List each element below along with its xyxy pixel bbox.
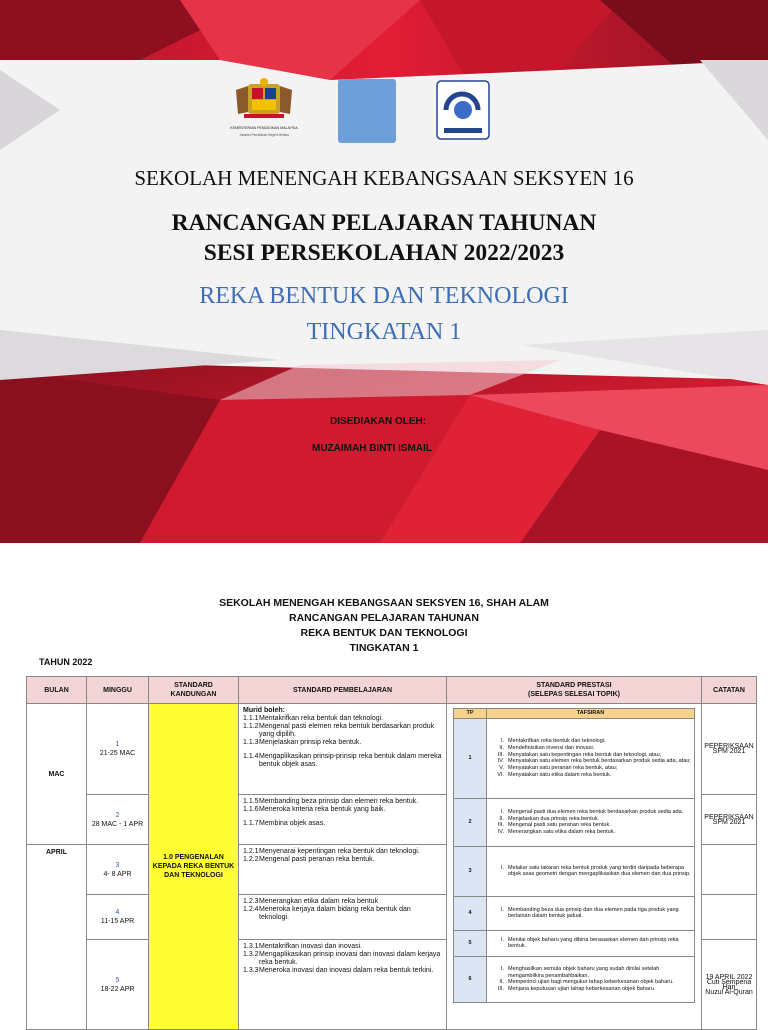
sp-text: Mentakrifkan inovasi dan inovasi. xyxy=(259,943,363,950)
cover-form: TINGKATAN 1 xyxy=(306,319,462,345)
header-catatan: CATATAN xyxy=(702,677,757,704)
sp-item xyxy=(243,798,442,806)
tp-item-text: Menyatakan satu kepentingan reka bentuk dan teknologi, atau; xyxy=(508,751,662,758)
sp-cell-week2 xyxy=(239,795,447,845)
header-standard-prestasi xyxy=(447,677,702,704)
tp-level: 2 xyxy=(454,798,487,846)
cover-title-line1: RANCANGAN PELAJARAN TAHUNAN xyxy=(171,210,597,236)
sp-text: Membina objek asas. xyxy=(259,820,326,827)
tp-item-text: Mengenal pasti satu peranan reka bentuk. xyxy=(508,822,611,829)
sp-code: 1.1.5 xyxy=(243,798,259,805)
tp-item-text: Menyatakan satu elemen reka bentuk berdasarkan produk sedia ada, atau; xyxy=(508,758,691,765)
district-badge-icon xyxy=(436,80,490,140)
table-header-row xyxy=(27,677,757,704)
catatan-cell-week5 xyxy=(702,940,757,1030)
catatan-holiday-line1: Cuti Sempena Hari xyxy=(706,978,752,991)
roman-numeral: I. xyxy=(500,864,504,871)
tp-item-text: Menyatakan satu peranan reka bentuk, atau; xyxy=(508,765,618,772)
week-cell xyxy=(87,795,149,845)
prepared-by-name: MUZAIMAH BINTI ISMAIL xyxy=(312,443,432,454)
sp-item xyxy=(243,753,442,769)
sp-text: Mengenal pasti elemen reka bentuk berdasarkan produk yang dipilih. xyxy=(259,723,435,738)
sp-code: 1.1.1 xyxy=(243,715,259,722)
sp-item xyxy=(243,723,442,739)
month-cell-april: APRIL xyxy=(27,845,87,1030)
tp-row xyxy=(454,718,695,798)
tp-item-text: Menyatakan satu etika dalam reka bentuk. xyxy=(508,771,612,778)
sp-code: 1.2.1 xyxy=(243,848,259,855)
tp-row xyxy=(454,930,695,956)
sp-code: 1.1.2 xyxy=(243,723,259,730)
roman-numeral: V. xyxy=(499,765,504,772)
cover-title-line2: SESI PERSEKOLAHAN 2022/2023 xyxy=(203,240,565,266)
sp-code: 1.3.1 xyxy=(243,943,259,950)
sp-text: Mentakrifkan reka bentuk dan teknologi. xyxy=(259,715,384,722)
week-dates: 11-15 APR xyxy=(100,918,135,925)
sp-lead: Murid boleh: xyxy=(243,707,285,714)
sp-text: Mengaplikasikan prinsip-prinsip reka bentuk dalam mereka bentuk objek asas. xyxy=(259,753,442,768)
roman-numeral: II. xyxy=(499,744,504,751)
standard-kandungan-cell xyxy=(149,704,239,1030)
tp-item-text: Menghasilkan semula objek baharu yang sudah dinilai setelah mengambilkira penambahbaikan. xyxy=(508,965,660,979)
sp-item xyxy=(243,856,442,864)
week-number: 3 xyxy=(115,861,120,869)
cover-school-name: SEKOLAH MENENGAH KEBANGSAAN SEKSYEN 16 xyxy=(134,166,634,190)
tp-row xyxy=(454,896,695,930)
table-row xyxy=(27,704,757,795)
tp-description xyxy=(487,896,695,930)
roman-numeral: I. xyxy=(500,808,504,815)
sp-code: 1.1.6 xyxy=(243,806,259,813)
catatan-cell-week1: PEPERIKSAAN SPM 2021 xyxy=(702,704,757,795)
kpm-logo xyxy=(218,78,310,142)
tp-level: 1 xyxy=(454,718,487,798)
roman-numeral: I. xyxy=(500,936,504,943)
catatan-holiday-line2: Nuzul Al-Quran xyxy=(705,988,753,996)
week-cell xyxy=(87,940,149,1030)
tp-level: 3 xyxy=(454,846,487,896)
doc-subject-heading: REKA BENTUK DAN TEKNOLOGI xyxy=(300,627,468,639)
sp-text: Meneroka inovasi dan inovasi dalam reka bentuk terkini. xyxy=(259,967,434,974)
roman-numeral: IV. xyxy=(497,829,504,836)
tp-description xyxy=(487,930,695,956)
sp-cell-week5 xyxy=(239,940,447,1030)
sp-cell-week1 xyxy=(239,704,447,795)
tp-item-text: Mengenal pasti dua elemen reka bentuk berdasarkan produk sedia ada. xyxy=(508,808,684,815)
header-bulan: BULAN xyxy=(27,677,87,704)
sp-text: Membanding beza prinsip dan elemen reka bentuk. xyxy=(259,798,419,805)
sp-item xyxy=(243,739,442,747)
sp-cell-week4 xyxy=(239,895,447,940)
sp-text: Mengenal pasti peranan reka bentuk. xyxy=(259,856,375,863)
sp-item xyxy=(243,820,442,828)
doc-plan-heading: RANCANGAN PELAJARAN TAHUNAN xyxy=(289,612,479,624)
kpm-caption: KEMENTERIAN PENDIDIKAN MALAYSIA xyxy=(230,126,298,130)
catatan-cell-week4 xyxy=(702,895,757,940)
sp-text: Menyenarai kepentingan reka bentuk dan teknologi. xyxy=(259,848,420,855)
sp-code: 1.2.4 xyxy=(243,906,259,913)
tp-table xyxy=(453,708,695,1003)
kandungan-line3: DAN TEKNOLOGI xyxy=(164,872,223,879)
tp-level: 4 xyxy=(454,896,487,930)
catatan-date: 19 APRIL 2022 xyxy=(705,973,753,981)
tp-row xyxy=(454,846,695,896)
sp-text: Menerangkan etika dalam reka bentuk xyxy=(259,898,379,905)
week-dates: 28 MAC - 1 APR xyxy=(91,820,144,828)
coat-of-arms-icon xyxy=(218,78,310,126)
sp-code: 1.3.3 xyxy=(243,967,259,974)
tp-description xyxy=(487,846,695,896)
ppd-logo xyxy=(436,80,490,140)
header-sk-line1: STANDARD xyxy=(174,682,213,689)
roman-numeral: I. xyxy=(500,965,504,972)
catatan-cell-week2: PEPERIKSAAN SPM 2021 xyxy=(702,795,757,845)
roman-numeral: III. xyxy=(497,751,504,758)
sp-cell-week3 xyxy=(239,845,447,895)
sp-code: 1.1.3 xyxy=(243,739,259,746)
sp-item xyxy=(243,715,442,723)
tp-item-text: Menjelaskan dua prinsip reka bentuk. xyxy=(508,815,600,822)
roman-numeral: I. xyxy=(500,906,504,913)
month-cell-mac: MAC xyxy=(27,704,87,845)
header-sk-line2: KANDUNGAN xyxy=(170,691,217,698)
week-dates: 18-22 APR xyxy=(100,985,135,993)
sp-code: 1.1.7 xyxy=(243,820,259,827)
tafsiran-header: TAFSIRAN xyxy=(487,709,695,719)
sp-code: 1.3.2 xyxy=(243,951,259,958)
header-minggu: MINGGU xyxy=(87,677,149,704)
kandungan-line2: KEPADA REKA BENTUK xyxy=(152,863,235,870)
header-spr-line1: STANDARD PRESTASI xyxy=(536,682,612,689)
tp-row xyxy=(454,956,695,1002)
sp-item xyxy=(243,943,442,951)
kpm-subcaption: Jabatan Pendidikan Negeri Melaka xyxy=(239,133,289,137)
roman-numeral: III. xyxy=(497,986,504,993)
tp-level: 5 xyxy=(454,930,487,956)
tp-item-text: Membanding beza dua prinsip dan dua elemen pada tiga produk yang berlainan dalam bentuk jadual. xyxy=(508,906,679,920)
week-cell xyxy=(87,704,149,795)
week-number: 4 xyxy=(115,909,120,916)
roman-numeral: VI. xyxy=(497,771,504,778)
year-label: TAHUN 2022 xyxy=(39,657,93,667)
cover-subject: REKA BENTUK DAN TEKNOLOGI xyxy=(199,283,569,309)
sp-item xyxy=(243,906,442,922)
tp-item-text: Mendefinisikan invensi dan inovasi. xyxy=(508,744,595,751)
sp-text: Mengaplikasikan prinsip inovasi dan inovasi dalam kerjaya reka bentuk. xyxy=(259,951,441,966)
tp-item-text: Melakar satu lakaran reka bentuk produk yang terdiri daripada beberapa objek asas geometri dengan mengaplikasikan dua elemen dan dua prinsip. xyxy=(508,864,691,878)
week-cell xyxy=(87,895,149,940)
tp-item-text: Menjana keputusan ujian tahap keberkesanan objek baharu. xyxy=(508,986,656,993)
week-number: 2 xyxy=(115,811,120,819)
week-number: 1 xyxy=(115,741,120,748)
roman-numeral: II. xyxy=(499,979,504,986)
sp-text: Menjelaskan prinsip reka bentuk. xyxy=(259,739,362,746)
sp-code: 1.2.3 xyxy=(243,898,259,905)
yearly-plan-table xyxy=(26,676,757,1030)
roman-numeral: I. xyxy=(500,737,504,744)
sp-item xyxy=(243,951,442,967)
sp-item xyxy=(243,967,442,975)
roman-numeral: IV. xyxy=(497,758,504,765)
doc-form-heading: TINGKATAN 1 xyxy=(349,642,419,654)
standard-prestasi-cell xyxy=(447,704,702,1030)
tp-level: 6 xyxy=(454,956,487,1002)
prepared-by-label: DISEDIAKAN OLEH: xyxy=(330,416,427,427)
doc-school-heading: SEKOLAH MENENGAH KEBANGSAAN SEKSYEN 16, SHAH ALAM xyxy=(219,597,549,609)
week-dates: 4- 8 APR xyxy=(103,870,132,878)
tp-row xyxy=(454,798,695,846)
tp-item-text: Menerangkan satu etika dalam reka bentuk. xyxy=(508,829,616,836)
tp-item-text: Memperinci ujian bagi mengukur tahap keberkesanan objek baharu. xyxy=(508,979,674,986)
header-standard-pembelajaran: STANDARD PEMBELAJARAN xyxy=(239,677,447,704)
tp-description xyxy=(487,956,695,1002)
school-logo-placeholder xyxy=(338,79,396,143)
week-dates: 21-25 MAC xyxy=(99,750,136,757)
roman-numeral: II. xyxy=(499,815,504,822)
sp-code: 1.2.2 xyxy=(243,856,259,863)
sp-item xyxy=(243,848,442,856)
sp-code: 1.1.4 xyxy=(243,753,259,760)
tp-item-text: Menilai objek baharu yang dibina berasaskan elemen dan prinsip reka bentuk. xyxy=(508,936,679,950)
catatan-cell-week3 xyxy=(702,845,757,895)
sp-item xyxy=(243,806,442,814)
week-cell xyxy=(87,845,149,895)
kandungan-line1: 1.0 PENGENALAN xyxy=(163,854,224,861)
sp-item xyxy=(243,898,442,906)
roman-numeral: III. xyxy=(497,822,504,829)
header-spr-line2: (SELEPAS SELESAI TOPIK) xyxy=(528,691,620,698)
sp-text: Meneroka kerjaya dalam bidang reka bentuk dan teknologi. xyxy=(259,906,411,921)
sp-text: Meneroka kriteria reka bentuk yang baik. xyxy=(259,806,386,813)
tp-description xyxy=(487,718,695,798)
tp-description xyxy=(487,798,695,846)
tp-header-row xyxy=(454,709,695,719)
header-standard-kandungan xyxy=(149,677,239,704)
week-number: 5 xyxy=(115,976,120,984)
tp-item-text: Mentakrifkan reka bentuk dan teknologi. xyxy=(508,737,606,744)
tp-header: TP xyxy=(454,709,487,719)
